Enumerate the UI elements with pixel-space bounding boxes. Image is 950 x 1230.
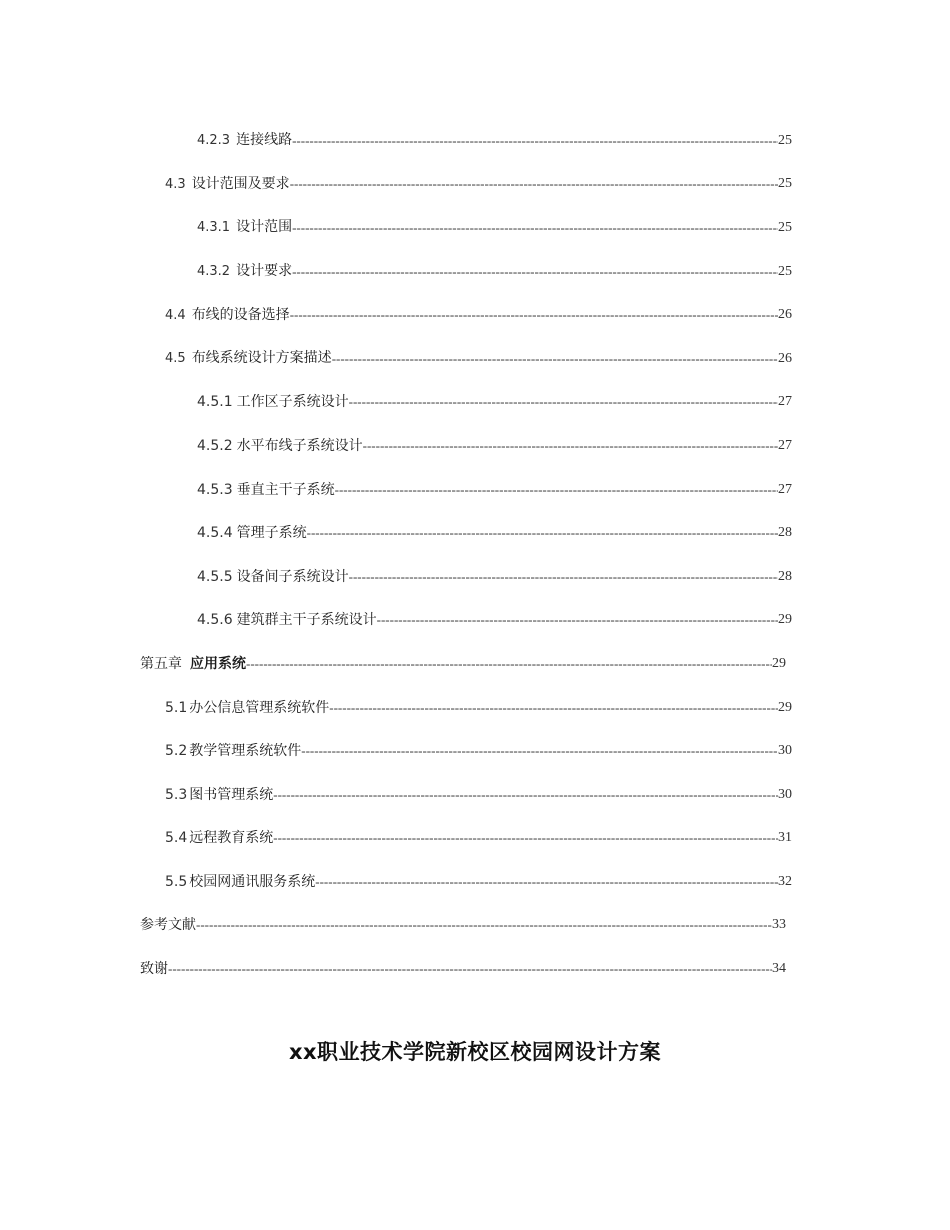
toc-page-number: 26 [778, 307, 792, 323]
toc-page-number: 29 [778, 699, 792, 715]
toc-entry[interactable] [0, 817, 950, 861]
toc-leader-dots [168, 959, 772, 979]
toc-entry-text: 建筑群主干子系统设计 [236, 612, 377, 629]
toc-leader-dots [335, 480, 778, 500]
toc-page-number: 27 [778, 437, 792, 453]
toc-entry[interactable] [0, 511, 950, 555]
toc-entry-text: 管理子系统 [236, 525, 307, 542]
toc-entry-text: 工作区子系统设计 [236, 394, 349, 411]
toc-entry[interactable] [0, 293, 950, 337]
toc-leader-dots [292, 218, 778, 238]
toc-leader-dots [246, 654, 772, 674]
toc-page-number: 29 [778, 612, 792, 628]
toc-entry-number: 4.5.2 [197, 437, 233, 454]
toc-entry-number: 4.5.4 [197, 525, 233, 542]
toc-page-number: 25 [778, 132, 792, 148]
toc-leader-dots [349, 567, 778, 587]
toc-entry-number: 5.3 [165, 786, 188, 803]
toc-leader-dots [349, 392, 778, 412]
toc-page-number: 28 [778, 568, 792, 584]
toc-entry-text: 设备间子系统设计 [236, 568, 349, 585]
document-title: xx职业技术学院新校区校园网设计方案 [288, 1040, 662, 1064]
toc-page-number: 27 [778, 481, 792, 497]
toc-entry-text: 远程教育系统 [189, 830, 274, 847]
toc-entry-text: 设计范围 [236, 219, 293, 236]
toc-page-number: 25 [778, 219, 792, 235]
toc-entry[interactable] [0, 947, 950, 991]
toc-page-number: 32 [778, 873, 792, 889]
toc-page-number: 28 [778, 525, 792, 541]
toc-entry[interactable] [0, 468, 950, 512]
toc-leader-dots [315, 872, 778, 892]
toc-entry-text: 校园网通讯服务系统 [189, 873, 316, 890]
toc-leader-dots [290, 174, 778, 194]
toc-entry-text: 办公信息管理系统软件 [189, 699, 330, 716]
toc-entry-text: 参考文献 [140, 917, 196, 934]
toc-page-number: 30 [778, 743, 792, 759]
toc-leader-dots [301, 741, 778, 761]
toc-leader-dots [292, 262, 778, 282]
toc-leader-dots [332, 349, 778, 369]
toc-entry-number: 5.1 [165, 699, 188, 716]
toc-entry-number: 4.5 [165, 351, 186, 367]
toc-entry-number: 4.3 [165, 176, 186, 192]
toc-page-number: 29 [772, 655, 786, 671]
table-of-contents [0, 119, 950, 991]
toc-entry[interactable] [0, 686, 950, 730]
toc-page-number: 34 [772, 961, 786, 977]
toc-entry-text: 连接线路 [236, 132, 293, 149]
toc-page-number: 26 [778, 350, 792, 366]
toc-entry-text: 设计要求 [236, 263, 293, 280]
toc-entry[interactable] [0, 904, 950, 948]
toc-leader-dots [292, 131, 778, 151]
toc-entry[interactable] [0, 773, 950, 817]
toc-entry[interactable] [0, 860, 950, 904]
toc-chapter-prefix: 第五章 [140, 655, 182, 672]
toc-entry[interactable] [0, 119, 950, 163]
toc-entry-number: 4.5.6 [197, 612, 233, 629]
toc-leader-dots [363, 436, 778, 456]
toc-entry-text: 设计范围及要求 [191, 175, 290, 192]
toc-entry[interactable] [0, 555, 950, 599]
toc-entry-text: 致谢 [140, 961, 168, 978]
toc-entry-number: 4.3.1 [197, 220, 231, 236]
toc-leader-dots [273, 828, 778, 848]
toc-entry-number: 5.2 [165, 743, 188, 760]
toc-page-number: 33 [772, 917, 786, 933]
toc-entry-text: 教学管理系统软件 [189, 743, 302, 760]
toc-entry-text: 应用系统 [190, 655, 246, 672]
toc-entry[interactable] [0, 599, 950, 643]
toc-leader-dots [329, 698, 778, 718]
toc-entry-number: 4.5.3 [197, 481, 233, 498]
toc-page-number: 27 [778, 394, 792, 410]
toc-leader-dots [290, 305, 778, 325]
toc-page-number: 30 [778, 786, 792, 802]
toc-page-number: 25 [778, 263, 792, 279]
toc-entry[interactable] [0, 163, 950, 207]
toc-entry-text: 图书管理系统 [189, 786, 274, 803]
toc-entry[interactable] [0, 729, 950, 773]
toc-entry-number: 4.2.3 [197, 133, 231, 149]
toc-leader-dots [377, 610, 778, 630]
toc-entry[interactable] [0, 337, 950, 381]
toc-entry-number: 4.3.2 [197, 264, 231, 280]
toc-leader-dots [273, 785, 778, 805]
toc-leader-dots [196, 915, 772, 935]
toc-entry[interactable] [0, 381, 950, 425]
toc-page-number: 25 [778, 176, 792, 192]
toc-entry-text: 布线的设备选择 [191, 306, 290, 323]
toc-page-number: 31 [778, 830, 792, 846]
toc-entry-text: 水平布线子系统设计 [236, 437, 363, 454]
toc-entry-number: 5.4 [165, 830, 188, 847]
toc-entry-number: 4.4 [165, 307, 186, 323]
toc-entry[interactable] [0, 250, 950, 294]
toc-entry[interactable] [0, 206, 950, 250]
toc-chapter-entry[interactable] [0, 642, 950, 686]
toc-entry-number: 5.5 [165, 873, 188, 890]
toc-leader-dots [307, 523, 778, 543]
toc-entry-number: 4.5.1 [197, 394, 233, 411]
toc-entry-number: 4.5.5 [197, 568, 233, 585]
toc-entry-text: 布线系统设计方案描述 [191, 350, 332, 367]
toc-entry-text: 垂直主干子系统 [236, 481, 335, 498]
toc-entry[interactable] [0, 424, 950, 468]
